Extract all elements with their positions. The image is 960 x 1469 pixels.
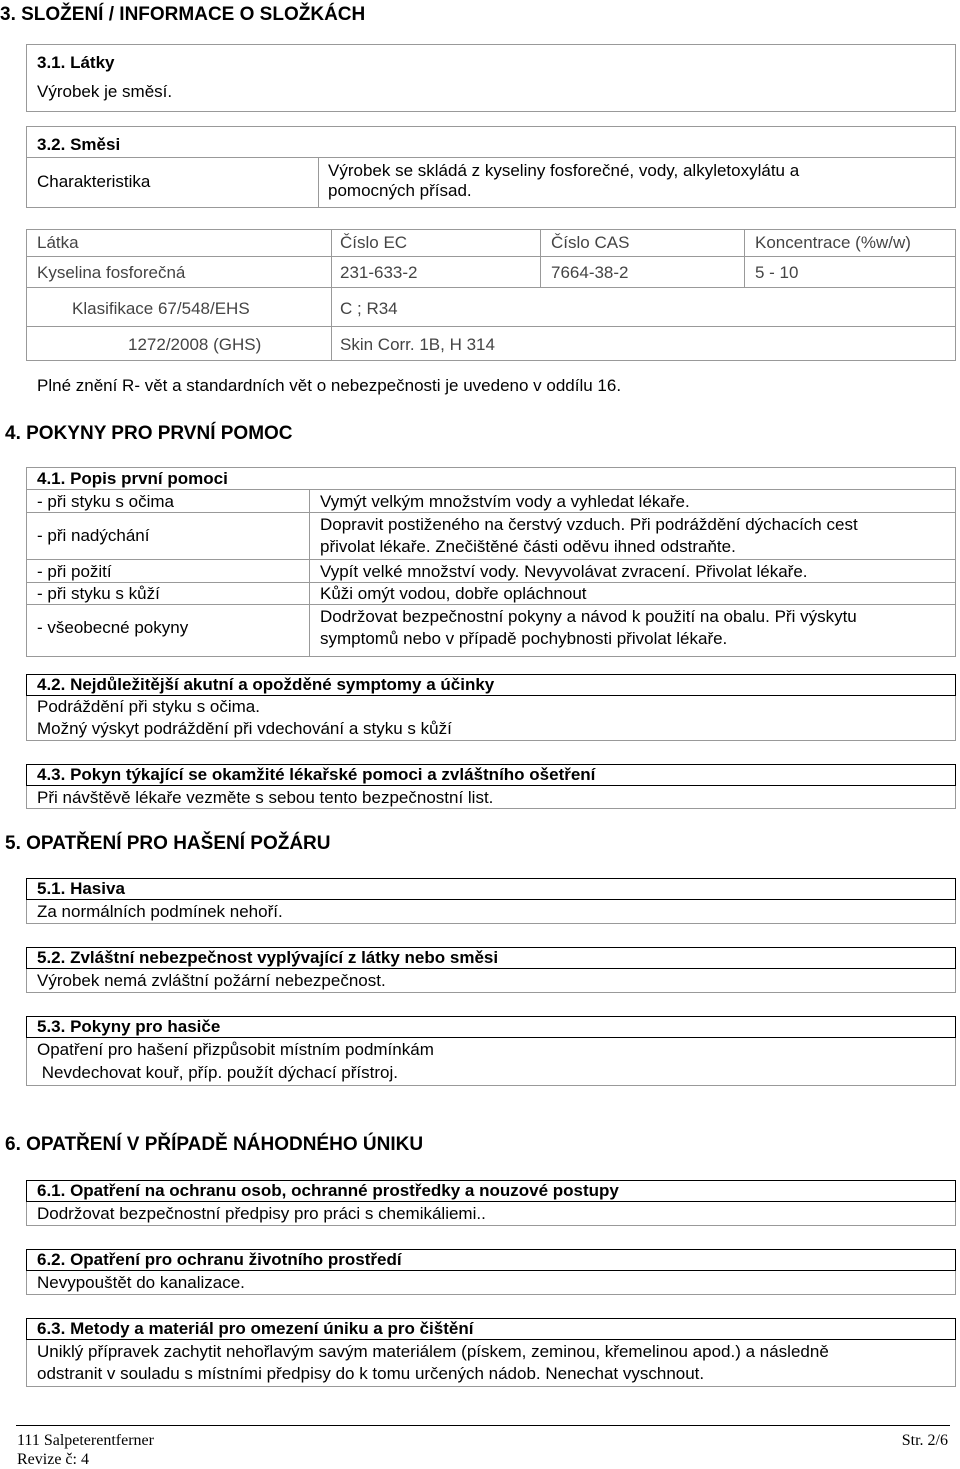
classification-1-value: C ; R34 xyxy=(340,299,398,318)
s51-title: 5.1. Hasiva xyxy=(37,879,125,898)
th-concentration: Koncentrace (%w/w) xyxy=(755,233,911,252)
td-ec: 231-633-2 xyxy=(340,263,418,282)
s53-line-1: Opatření pro hašení přizpůsobit místním podmínkám xyxy=(37,1040,434,1059)
s63-line-2: odstranit v souladu s místními předpisy do k tomu určených nádob. Nenechat vyschnout. xyxy=(37,1364,705,1383)
s62-title: 6.2. Opatření pro ochranu životního prostředí xyxy=(37,1250,402,1269)
footer-revision: Revize č: 4 xyxy=(17,1451,89,1468)
first-aid-ingestion-text: Vypít velké množství vody. Nevyvolávat zvracení. Přivolat lékaře. xyxy=(320,562,808,581)
s61-text: Dodržovat bezpečnostní předpisy pro práci s chemikáliemi.. xyxy=(37,1204,486,1223)
char-divider xyxy=(318,157,319,208)
classification-2-label: 1272/2008 (GHS) xyxy=(128,335,262,354)
s52-text: Výrobek nemá zvláštní požární nebezpečnost. xyxy=(37,971,386,990)
s62-text: Nevypouštět do kanalizace. xyxy=(37,1273,245,1292)
footer-page-number: Str. 2/6 xyxy=(901,1432,948,1449)
first-aid-eyes-text: Vymýt velkým množstvím vody a vyhledat lékaře. xyxy=(320,492,690,511)
first-aid-inhalation-label: - při nadýchání xyxy=(37,526,150,545)
s31-title: 3.1. Látky xyxy=(37,53,115,72)
s63-title: 6.3. Metody a materiál pro omezení úniku a pro čištění xyxy=(37,1319,474,1338)
s31-text: Výrobek je směsí. xyxy=(37,82,173,101)
first-aid-general-label: - všeobecné pokyny xyxy=(37,618,189,637)
section-5-heading: 5. OPATŘENÍ PRO HAŠENÍ POŽÁRU xyxy=(5,833,331,854)
td-substance: Kyselina fosforečná xyxy=(37,263,186,282)
s32-divider xyxy=(26,157,956,158)
s63-line-1: Uniklý přípravek zachytit nehořlavým savým materiálem (pískem, zeminou, křemelinou apod.) a následně xyxy=(37,1342,829,1361)
s52-title: 5.2. Zvláštní nebezpečnost vyplývající z látky nebo směsi xyxy=(37,948,499,967)
th-ec: Číslo EC xyxy=(340,233,408,252)
th-substance: Látka xyxy=(37,233,79,252)
first-aid-general-text-2: symptomů nebo v případě pochybnosti přivolat lékaře. xyxy=(320,629,728,648)
full-text-note: Plné znění R- vět a standardních vět o nebezpečnosti je uvedeno v oddílu 16. xyxy=(37,376,622,395)
classification-2-value: Skin Corr. 1B, H 314 xyxy=(340,335,495,354)
classification-1-label: Klasifikace 67/548/EHS xyxy=(72,299,250,318)
s53-title: 5.3. Pokyny pro hasiče xyxy=(37,1017,221,1036)
section-6-heading: 6. OPATŘENÍ V PŘÍPADĚ NÁHODNÉHO ÚNIKU xyxy=(5,1134,424,1155)
first-aid-inhalation-text-2: přivolat lékaře. Znečištěné části oděvu ihned odstraňte. xyxy=(320,537,736,556)
first-aid-eyes-label: - při styku s očima xyxy=(37,492,174,511)
s53-line-2: Nevdechovat kouř, příp. použít dýchací přístroj. xyxy=(37,1063,398,1082)
first-aid-skin-label: - při styku s kůží xyxy=(37,584,160,603)
section-3-heading: 3. SLOŽENÍ / INFORMACE O SLOŽKÁCH xyxy=(0,4,366,25)
td-cas: 7664-38-2 xyxy=(551,263,629,282)
th-cas: Číslo CAS xyxy=(551,233,630,252)
s51-title-box xyxy=(26,878,956,900)
char-label: Charakteristika xyxy=(37,172,151,191)
first-aid-ingestion-label: - při požití xyxy=(37,562,112,581)
first-aid-general-text-1: Dodržovat bezpečnostní pokyny a návod k použití na obalu. Při výskytu xyxy=(320,607,857,626)
td-concentration: 5 - 10 xyxy=(755,263,799,282)
s43-text: Při návštěvě lékaře vezměte s sebou tento bezpečnostní list. xyxy=(37,788,494,807)
s51-text: Za normálních podmínek nehoří. xyxy=(37,902,283,921)
char-text-2: pomocných přísad. xyxy=(328,181,472,200)
first-aid-inhalation-text-1: Dopravit postiženého na čerstvý vzduch. Při podráždění dýchacích cest xyxy=(320,515,858,534)
first-aid-skin-text: Kůži omýt vodou, dobře opláchnout xyxy=(320,584,587,603)
s42-title: 4.2. Nejdůležitější akutní a opožděné symptomy a účinky xyxy=(37,675,495,694)
s43-title: 4.3. Pokyn týkající se okamžité lékařské pomoci a zvláštního ošetření xyxy=(37,765,596,784)
section-4-heading: 4. POKYNY PRO PRVNÍ POMOC xyxy=(5,423,293,444)
s42-line-1: Podráždění při styku s očima. xyxy=(37,697,260,716)
s42-line-2: Možný výskyt podráždění při vdechování a styku s kůží xyxy=(37,719,452,738)
footer-rule xyxy=(16,1425,950,1426)
s41-title: 4.1. Popis první pomoci xyxy=(37,469,228,488)
s61-title: 6.1. Opatření na ochranu osob, ochranné prostředky a nouzové postupy xyxy=(37,1181,619,1200)
s32-title: 3.2. Směsi xyxy=(37,135,121,154)
char-text-1: Výrobek se skládá z kyseliny fosforečné, vody, alkyletoxylátu a xyxy=(328,161,800,180)
footer-product: 111 Salpeterentferner xyxy=(17,1432,154,1449)
